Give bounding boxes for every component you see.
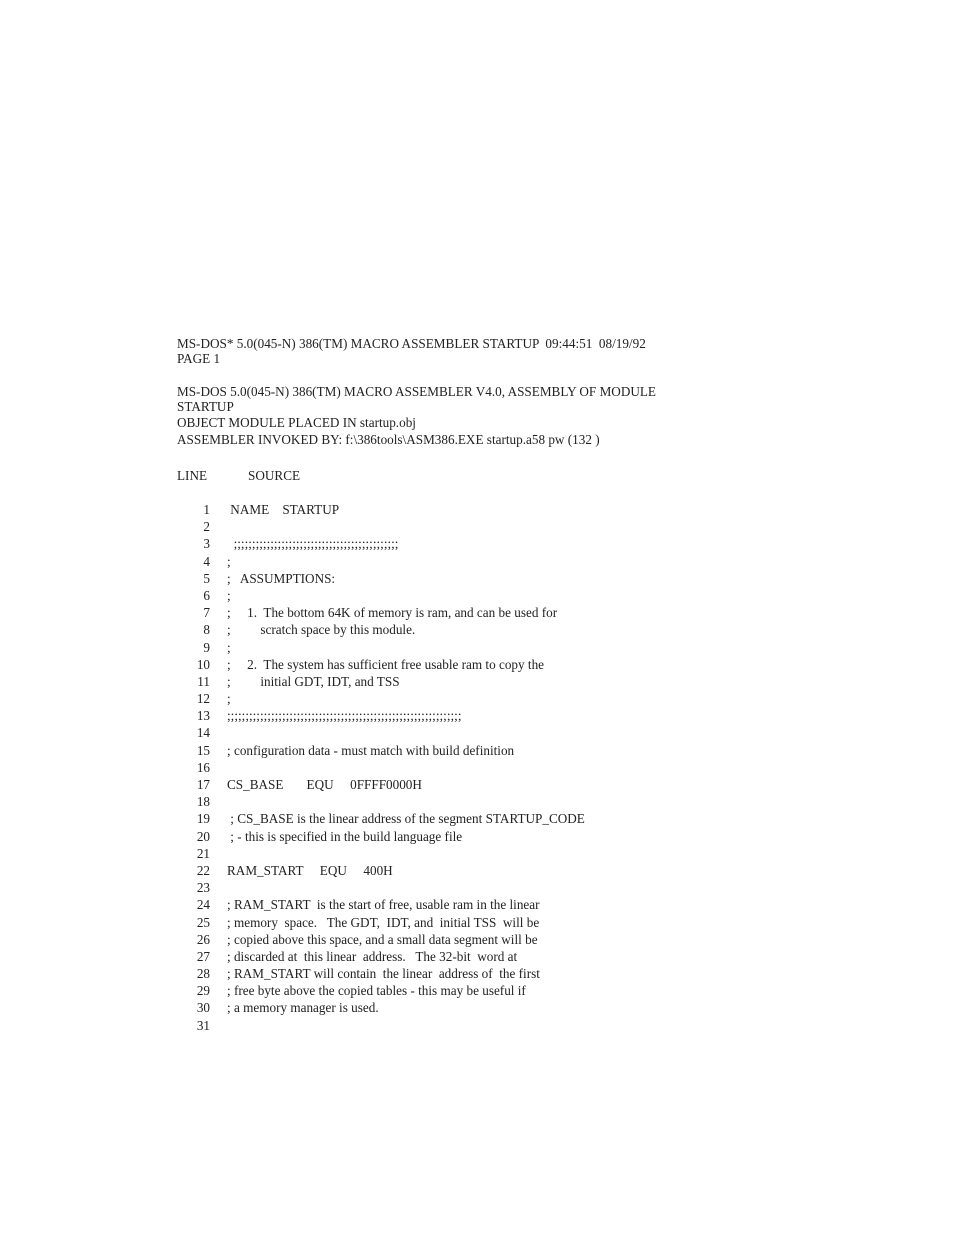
source-text: ; RAM_START is the start of free, usable ram in the linear: [227, 897, 540, 913]
source-text: [210, 1017, 227, 1034]
listing-row: [177, 656, 917, 673]
assembly-info-line: MS-DOS 5.0(045-N) 386(TM) MACRO ASSEMBLER V4.0, ASSEMBLY OF MODULE: [177, 384, 656, 399]
source-text: ; free byte above the copied tables - this may be useful if: [227, 983, 526, 999]
line-number: 9: [203, 639, 210, 655]
line-number: 3: [203, 536, 210, 552]
listing-row: [177, 759, 917, 776]
listing-row: [177, 553, 917, 570]
spacer: [177, 448, 917, 467]
source-text: ; copied above this space, and a small data segment will be: [227, 931, 538, 947]
listing-row: [177, 879, 917, 896]
source-text: CS_BASE EQU 0FFFF0000H: [227, 777, 422, 792]
listing-row: [177, 1017, 917, 1034]
source-text: ; ASSUMPTIONS:: [227, 570, 336, 586]
line-number: 13: [196, 708, 210, 724]
line-number: 22: [196, 862, 210, 878]
line-number: 26: [196, 931, 210, 947]
source-text: [210, 759, 227, 776]
listing-row: [177, 621, 917, 638]
listing-row: [177, 776, 917, 793]
listing-row: [177, 810, 917, 827]
listing-row: [177, 673, 917, 690]
line-number: 20: [196, 828, 210, 844]
listing-page: [177, 336, 917, 1034]
line-number: 6: [203, 587, 210, 603]
listing-row: [177, 931, 917, 948]
listing-header: [177, 336, 917, 448]
source-text: ;: [227, 691, 231, 707]
source-text: ;;;;;;;;;;;;;;;;;;;;;;;;;;;;;;;;;;;;;;;;;;;;;;;;;;;;;;;;;;;;;;;;: [227, 708, 462, 724]
line-number: 21: [196, 845, 210, 861]
line-number: 7: [203, 605, 210, 621]
source-text: ;: [227, 587, 231, 603]
line-number: 15: [196, 742, 210, 758]
line-number: 23: [196, 880, 210, 896]
listing-row: [177, 639, 917, 656]
listing-row: [177, 948, 917, 965]
listing-row: [177, 896, 917, 913]
line-number: 1: [203, 502, 210, 517]
header-page-number: PAGE 1: [177, 351, 221, 366]
invocation-line: ASSEMBLER INVOKED BY: f:\386tools\ASM386.EXE startup.a58 pw (132 ): [177, 432, 600, 447]
line-number: 2: [203, 519, 210, 535]
line-number: 31: [196, 1017, 210, 1033]
source-text: ; scratch space by this module.: [227, 622, 416, 638]
listing-row: [177, 690, 917, 707]
listing-row: [177, 518, 917, 535]
source-text: ; CS_BASE is the linear address of the segment STARTUP_CODE: [227, 811, 585, 827]
source-text: NAME STARTUP: [227, 502, 340, 517]
listing-row: [177, 742, 917, 759]
listing-row: [177, 862, 917, 879]
source-text: RAM_START EQU 400H: [227, 862, 393, 878]
source-text: ; a memory manager is used.: [227, 1000, 379, 1016]
source-text: ; RAM_START will contain the linear address of the first: [227, 966, 540, 982]
listing-row: [177, 914, 917, 931]
line-number: 16: [196, 759, 210, 775]
listing-row: [177, 982, 917, 999]
line-number: 12: [196, 691, 210, 707]
source-column-header: SOURCE: [248, 468, 301, 483]
listing-row: [177, 724, 917, 741]
column-headers: [177, 467, 917, 484]
listing-row: [177, 570, 917, 587]
line-number: 4: [203, 553, 210, 569]
line-number: 8: [203, 622, 210, 638]
listing-row: [177, 999, 917, 1016]
module-name-line: STARTUP: [177, 399, 234, 414]
source-text: ;: [227, 553, 231, 569]
source-text: [210, 518, 227, 535]
line-number: 19: [196, 811, 210, 827]
source-text: [210, 845, 227, 862]
listing-row: [177, 604, 917, 621]
listing-row: [177, 845, 917, 862]
listing-row: [177, 965, 917, 982]
source-text: ; initial GDT, IDT, and TSS: [227, 673, 400, 689]
line-number: 30: [196, 1000, 210, 1016]
source-text: ;;;;;;;;;;;;;;;;;;;;;;;;;;;;;;;;;;;;;;;;;;;;;: [227, 536, 399, 552]
listing-row: [177, 828, 917, 845]
line-number: 17: [196, 777, 210, 792]
line-number: 18: [196, 794, 210, 810]
source-text: [210, 793, 227, 810]
header-title-line: MS-DOS* 5.0(045-N) 386(TM) MACRO ASSEMBLER STARTUP 09:44:51 08/19/92: [177, 336, 646, 351]
line-column-header: LINE: [177, 468, 208, 483]
source-listing: [177, 501, 917, 1034]
listing-row: [177, 707, 917, 724]
line-number: 10: [196, 656, 210, 672]
source-text: ; discarded at this linear address. The 32-bit word at: [227, 948, 518, 964]
object-module-line: OBJECT MODULE PLACED IN startup.obj: [177, 415, 416, 430]
source-text: [210, 724, 227, 741]
source-text: ;: [227, 639, 231, 655]
spacer: [177, 366, 917, 384]
line-number: 14: [196, 725, 210, 741]
source-text: [210, 879, 227, 896]
listing-row: [177, 535, 917, 552]
source-text: ; - this is specified in the build language file: [227, 828, 463, 844]
source-text: ; memory space. The GDT, IDT, and initial TSS will be: [227, 914, 540, 930]
line-number: 11: [197, 673, 210, 689]
line-number: 27: [196, 948, 210, 964]
source-text: ; configuration data - must match with build definition: [227, 742, 515, 758]
listing-row: [177, 793, 917, 810]
line-number: 29: [196, 983, 210, 999]
line-number: 25: [196, 914, 210, 930]
source-text: ; 1. The bottom 64K of memory is ram, and can be used for: [227, 605, 558, 621]
source-text: ; 2. The system has sufficient free usable ram to copy the: [227, 656, 545, 672]
line-number: 5: [203, 570, 210, 586]
listing-row: [177, 501, 917, 518]
line-number: 24: [196, 897, 210, 913]
listing-row: [177, 587, 917, 604]
line-number: 28: [196, 966, 210, 982]
